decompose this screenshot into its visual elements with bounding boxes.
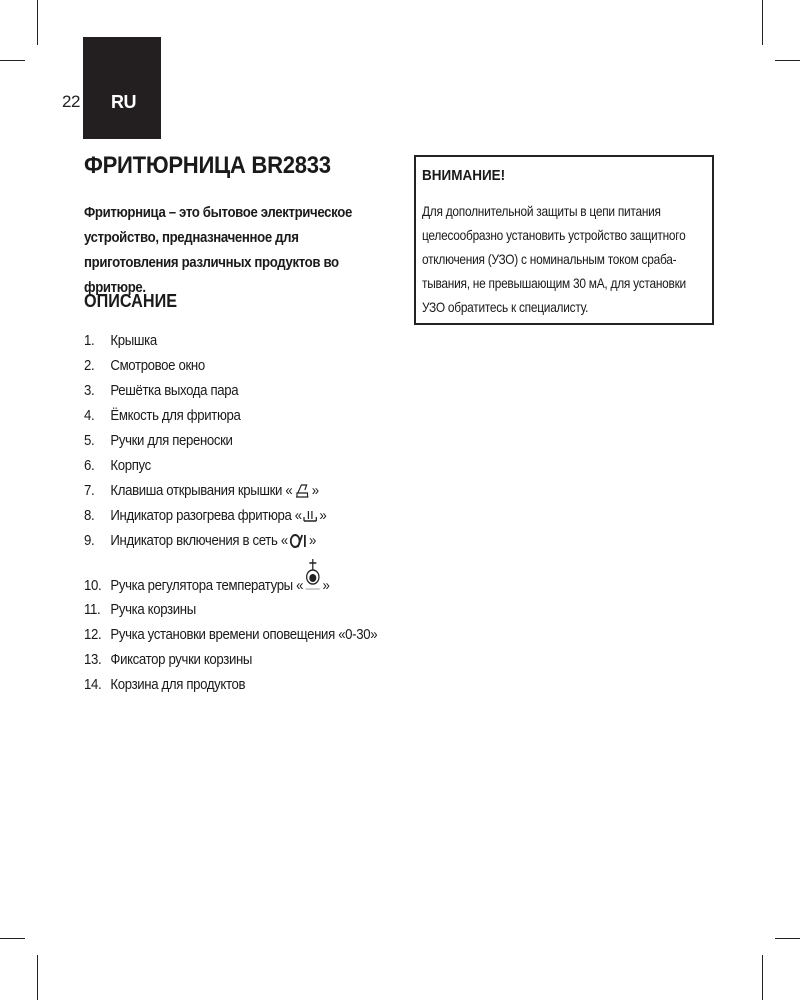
warning-title: ВНИМАНИЕ! bbox=[422, 167, 506, 184]
item-number: 3. bbox=[84, 382, 95, 399]
power-icon bbox=[289, 533, 308, 549]
item-text: Ручка корзины bbox=[110, 601, 196, 618]
warning-text: Для дополнительной защиты в цепи питания целесообразно установить устройство защитного отключения (УЗО) с номинальным током сраба- тывания, не превышающим 30 мА, для установки УЗО обратитесь к специалисту. bbox=[422, 203, 686, 315]
item-number: 7. bbox=[84, 482, 95, 499]
page-title: ФРИТЮРНИЦА BR2833 bbox=[84, 152, 331, 179]
intro-paragraph: Фритюрница – это бытовое электрическое устройство, предназначенное для приготовления различных продуктов во фритюре. bbox=[84, 204, 352, 296]
crop-mark bbox=[762, 955, 763, 1000]
item-number: 11. bbox=[84, 601, 101, 618]
list-item bbox=[84, 622, 377, 647]
item-text-end: » bbox=[322, 577, 330, 594]
list-item bbox=[84, 453, 377, 478]
list-item bbox=[84, 428, 377, 453]
item-number: 8. bbox=[84, 507, 95, 524]
list-item bbox=[84, 503, 377, 528]
item-text: Корзина для продуктов bbox=[110, 676, 246, 693]
item-text: Ручки для переноски bbox=[110, 432, 233, 449]
item-text-end: » bbox=[311, 482, 319, 499]
item-number: 1. bbox=[84, 332, 95, 349]
list-item bbox=[84, 597, 377, 622]
item-number: 9. bbox=[84, 532, 95, 549]
description-heading: ОПИСАНИЕ bbox=[84, 291, 178, 311]
item-number: 2. bbox=[84, 357, 95, 374]
list-item bbox=[84, 647, 377, 672]
crop-mark bbox=[0, 938, 25, 939]
lid-open-icon bbox=[293, 482, 311, 500]
item-text: Решётка выхода пара bbox=[110, 382, 239, 399]
list-item bbox=[84, 378, 377, 403]
item-number: 13. bbox=[84, 651, 102, 668]
item-text: Корпус bbox=[110, 457, 151, 474]
item-number: 6. bbox=[84, 457, 95, 474]
crop-mark bbox=[0, 60, 25, 61]
list-item bbox=[84, 672, 377, 697]
language-tab bbox=[83, 37, 161, 139]
list-item bbox=[84, 478, 377, 503]
parts-list bbox=[84, 328, 377, 697]
item-text-end: » bbox=[308, 532, 316, 549]
crop-mark bbox=[775, 60, 800, 61]
item-number: 4. bbox=[84, 407, 95, 424]
item-text: Ручка регулятора температуры « bbox=[110, 577, 304, 594]
language-label: RU bbox=[111, 92, 136, 112]
item-text: Индикатор разогрева фритюра « bbox=[110, 507, 302, 524]
page-number: 22 bbox=[62, 92, 80, 111]
list-item bbox=[84, 353, 377, 378]
list-item bbox=[84, 328, 377, 353]
item-text: Смотровое окно bbox=[110, 357, 205, 374]
thermometer-icon bbox=[304, 558, 322, 594]
item-text-end: » bbox=[319, 507, 327, 524]
crop-mark bbox=[775, 938, 800, 939]
warning-box bbox=[414, 155, 714, 325]
list-item bbox=[84, 403, 377, 428]
item-text: Ручка установки времени оповещения «0-30» bbox=[110, 626, 378, 643]
item-text: Ёмкость для фритюра bbox=[110, 407, 241, 424]
item-number: 10. bbox=[84, 577, 102, 594]
item-number: 12. bbox=[84, 626, 102, 643]
list-item bbox=[84, 553, 377, 597]
item-number: 5. bbox=[84, 432, 95, 449]
list-item bbox=[84, 528, 377, 553]
heating-icon bbox=[303, 508, 319, 524]
item-text: Индикатор включения в сеть « bbox=[110, 532, 288, 549]
crop-mark bbox=[762, 0, 763, 45]
item-text: Клавиша открывания крышки « bbox=[110, 482, 293, 499]
crop-mark bbox=[37, 955, 38, 1000]
crop-mark bbox=[37, 0, 38, 45]
item-text: Фиксатор ручки корзины bbox=[110, 651, 253, 668]
item-text: Крышка bbox=[110, 332, 157, 349]
item-number: 14. bbox=[84, 676, 102, 693]
